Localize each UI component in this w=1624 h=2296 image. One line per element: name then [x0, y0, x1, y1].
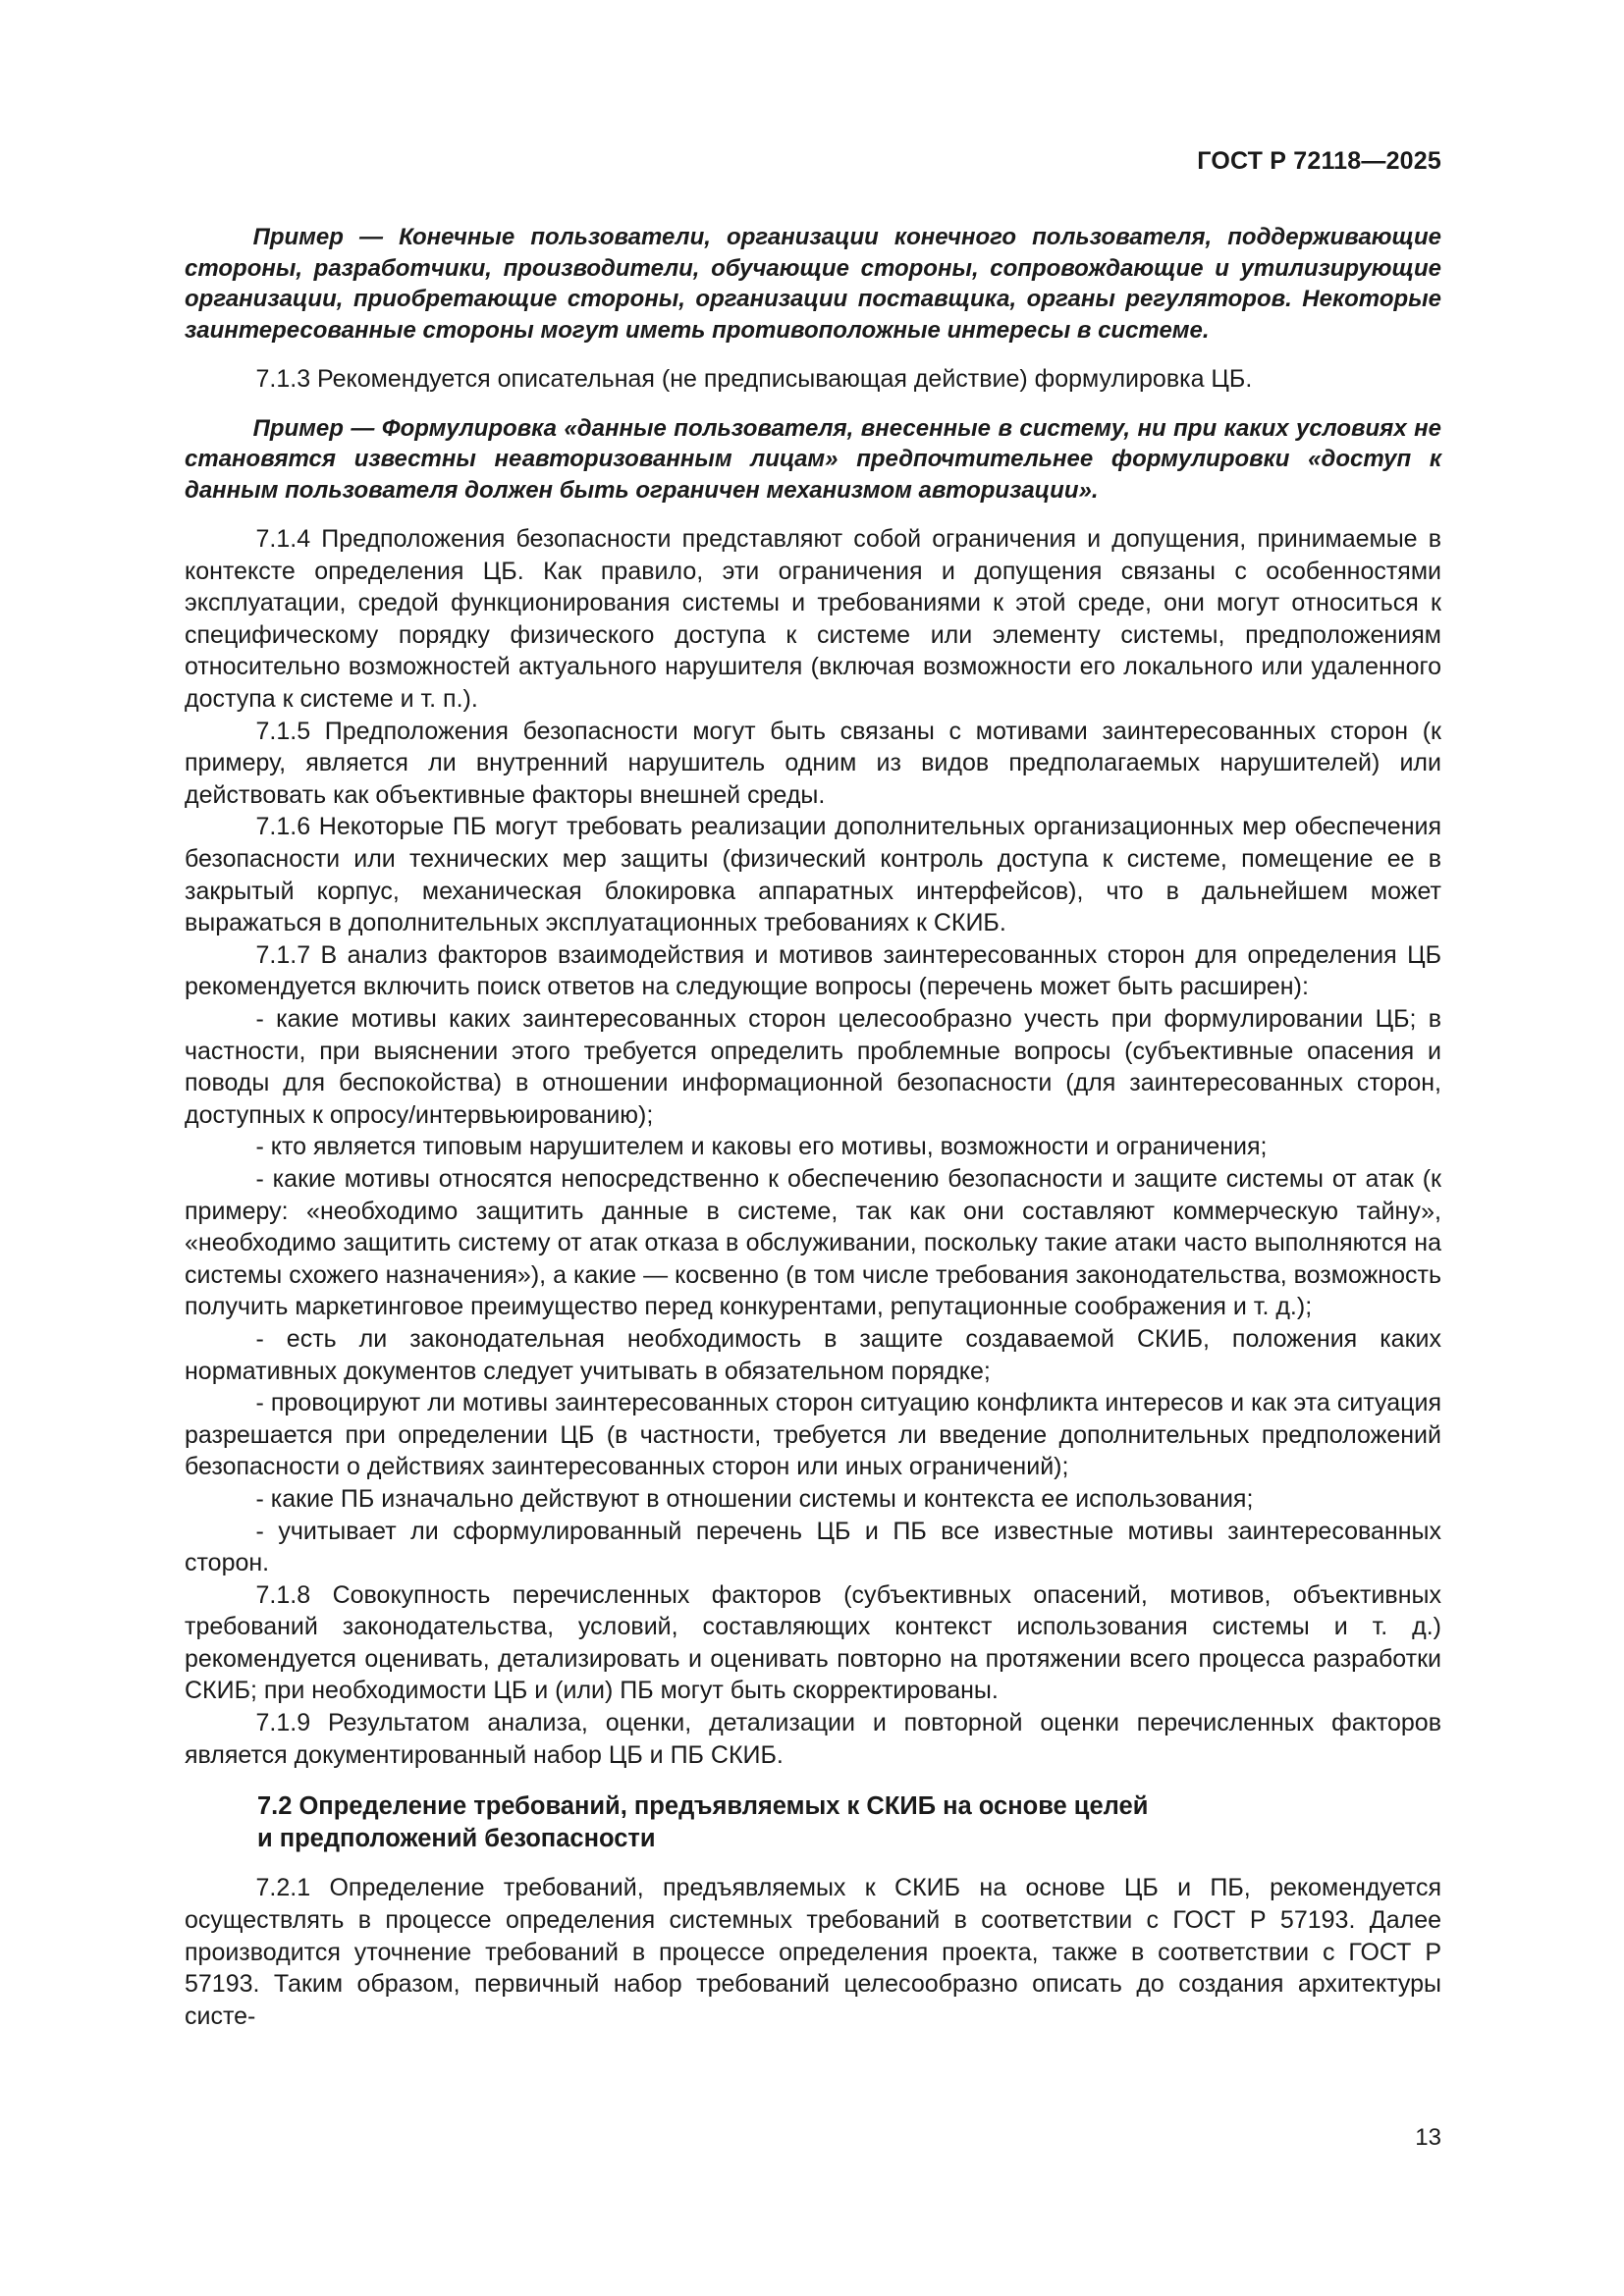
list-item-violator: - кто является типовым нарушителем и каковы его мотивы, возможности и ограничения; — [255, 1133, 1268, 1161]
section-heading-line-2: и предположений безопасности — [256, 1824, 656, 1852]
list-item-initial-assumptions: - какие ПБ изначально действуют в отношении системы и контекста ее использования; — [255, 1484, 1254, 1513]
document-header: ГОСТ Р 72118—2025 — [1197, 147, 1441, 175]
section-heading-line-1: 7.2 Определение требований, предъявляемых к СКИБ на основе целей — [256, 1792, 1149, 1821]
list-item-legislation: - есть ли законодательная необходимость в защите создаваемой СКИБ, положения каких нормативных документов следует учитывать в обязательном порядке; — [185, 1324, 1441, 1385]
clause-7-1-8: 7.1.8 Совокупность перечисленных факторов (субъективных опасений, мотивов, объективных требований законодательства, условий, составляющих контекст использования системы и т. д.) рекомендуется оценивать, детализировать и оценивать повторно на протяжении всего процесса разработки СКИБ; при необходимости ЦБ и (или) ПБ могут быть скорректированы. — [185, 1580, 1441, 1705]
example-stakeholders: Пример — Конечные пользователи, организации конечного пользователя, поддерживающие стороны, разработчики, производители, обучающие стороны, сопровождающие и утилизирующие организации, приобретающие стороны, организации поставщика, органы регуляторов. Некоторые заинтересованные стороны могут иметь противоположные интересы в системе. — [185, 224, 1441, 344]
example-formulation: Пример — Формулировка «данные пользователя, внесенные в систему, ни при каких условиях не становятся известны неавторизованным лицам» предпочтительнее формулировки «доступ к данным пользователя должен быть ограничен механизмом авторизации». — [185, 414, 1441, 504]
list-item-completeness: - учитывает ли сформулированный перечень ЦБ и ПБ все известные мотивы заинтересованных сторон. — [185, 1517, 1441, 1577]
document-body — [185, 222, 1441, 2032]
clause-7-1-6: 7.1.6 Некоторые ПБ могут требовать реализации дополнительных организационных мер обеспечения безопасности или технических мер защиты (физический контроль доступа к системе, помещение ее в закрытый корпус, механическая блокировка аппаратных интерфейсов), что в дальнейшем может выражаться в дополнительных эксплуатационных требованиях к СКИБ. — [185, 813, 1441, 937]
section-heading-7-2 — [185, 1790, 1441, 1854]
list-item-conflict: - провоцируют ли мотивы заинтересованных сторон ситуацию конфликта интересов и как эта ситуация разрешается при определении ЦБ (в частности, требуется ли введение дополнительных предположений безопасности о действиях заинтересованных сторон или иных ограничений); — [185, 1389, 1441, 1481]
page-number: 13 — [1415, 2124, 1441, 2151]
clause-7-1-3: 7.1.3 Рекомендуется описательная (не предписывающая действие) формулировка ЦБ. — [255, 365, 1253, 393]
clause-7-1-9: 7.1.9 Результатом анализа, оценки, детализации и повторной оценки перечисленных факторов является документированный набор ЦБ и ПБ СКИБ. — [185, 1709, 1441, 1769]
list-item-security-motives: - какие мотивы относятся непосредственно к обеспечению безопасности и защите системы от атак (к примеру: «необходимо защитить данные в системе, так как они составляют коммерческую тайну», «необходимо защитить систему от атак отказа в обслуживании, поскольку такие атаки часто выполняются на системы схожего назначения»), а какие — косвенно (в том числе требования законодательства, возможность получить маркетинговое преимущество перед конкурентами, репутационные соображения и т. д.); — [185, 1164, 1441, 1321]
clause-7-1-5: 7.1.5 Предположения безопасности могут быть связаны с мотивами заинтересованных сторон (к примеру, является ли внутренний нарушитель одним из видов предполагаемых нарушителей) или действовать как объективные факторы внешней среды. — [185, 717, 1441, 809]
clause-7-1-7: 7.1.7 В анализ факторов взаимодействия и мотивов заинтересованных сторон для определения ЦБ рекомендуется включить поиск ответов на следующие вопросы (перечень может быть расширен): — [185, 940, 1441, 1001]
list-item-motives: - какие мотивы каких заинтересованных сторон целесообразно учесть при формулировании ЦБ; в частности, при выяснении этого требуется определить проблемные вопросы (субъективные опасения и поводы для беспокойства) в отношении информационной безопасности (для заинтересованных сторон, доступных к опросу/интервьюированию); — [185, 1005, 1441, 1129]
clause-7-1-4: 7.1.4 Предположения безопасности представляют собой ограничения и допущения, принимаемые в контексте определения ЦБ. Как правило, эти ограничения и допущения связаны с особенностями эксплуатации, средой функционирования системы и требованиями к этой среде, они могут относиться к специфическому порядку физического доступа к системе или элементу системы, предположениям относительно возможностей актуального нарушителя (включая возможности его локального или удаленного доступа к системе и т. п.). — [185, 525, 1441, 714]
clause-7-2-1: 7.2.1 Определение требований, предъявляемых к СКИБ на основе ЦБ и ПБ, рекомендуется осуществлять в процессе определения системных требований в соответствии с ГОСТ Р 57193. Далее производится уточнение требований в процессе определения проекта, также в соответствии с ГОСТ Р 57193. Таким образом, первичный набор требований целесообразно описать до создания архитектуры систе- — [185, 1874, 1441, 2030]
